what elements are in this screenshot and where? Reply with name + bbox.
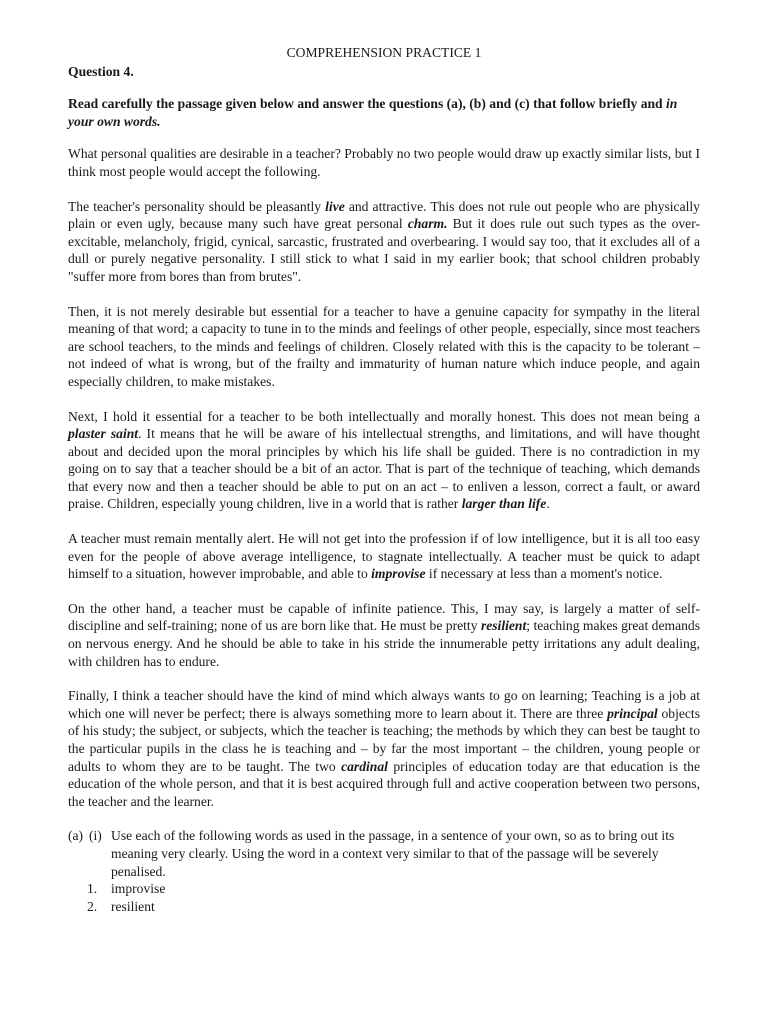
paragraph-text: On the other hand, a teacher must be capable of infinite patience. This, I may say, is largely a matter of self-discipline and self-training; none of us are born like that. He must be pretty: [68, 600, 700, 634]
list-item: [68, 898, 700, 916]
paragraph-text: if necessary at less than a moment's notice.: [425, 566, 663, 582]
paragraph-text: . It means that he will be aware of his intellectual strengths, and limitations, and will have thought about and decided upon the moral principles by which his life shall be guided. There is no contradiction in my going on to say that a teacher should be a bit of an actor. That is part of the technique of teaching, which demands that every now and then a teacher should be able to put on an act – to enliven a lesson, correct a fault, or award praise. Children, especially young children, live in a world that is rather: [68, 426, 700, 512]
passage-paragraph-6: [68, 600, 700, 670]
question-number: Question 4.: [68, 63, 134, 79]
list-word: improvise: [111, 881, 166, 897]
passage-paragraph-3: [68, 303, 700, 391]
list-item: [68, 880, 700, 898]
passage-paragraph-5: [68, 530, 700, 583]
paragraph-text: .: [546, 496, 550, 512]
paragraph-text: A teacher must remain mentally alert. He will not get into the profession if of low intelligence, but it is all too easy even for the people of above average intelligence, to stagnate intellectually. A teacher must be quick to adapt himself to a situation, however improbable, and able to: [68, 531, 700, 582]
passage-paragraph-4: [68, 408, 700, 514]
question-label-a: (a): [68, 828, 84, 844]
paragraph-text: Next, I hold it essential for a teacher to be both intellectually and morally honest. This does not mean being a: [68, 408, 700, 424]
paragraph-text: But it does rule out such types as the over-excitable, melancholy, frigid, cynical, sarcastic, frustrated and overbearing. I would say too, that it excludes all of a dull or purely negative personality. I still stick to what I said in my earlier book; that school children probably "suffer more from bores than from brutes".: [68, 216, 700, 284]
paragraph-text: Then, it is not merely desirable but essential for a teacher to have a genuine capacity for sympathy in the literal meaning of that word; a capacity to tune in to the minds and feelings of other people, especially, since most teachers are school teachers, to the minds and feelings of children. Closely related with this is the capacity to be tolerant – not indeed of what is wrong, but of the frailty and immaturity of human nature which induce people, and again especially children, to make mistakes.: [68, 303, 700, 389]
question-label-i: (i): [89, 828, 102, 844]
question-a-text: Use each of the following words as used in the passage, in a sentence of your own, so as to bring out its meaning very clearly. Using the word in a context very similar to that of the passage will be severely penalised.: [111, 828, 675, 879]
passage-paragraph-7: [68, 687, 700, 810]
paragraph-text: The teacher's personality should be pleasantly: [68, 198, 326, 214]
instruction-emphasis: in your own words.: [68, 96, 678, 129]
instruction: [68, 95, 700, 130]
keyword-live: live: [325, 198, 345, 214]
keyword-resilient: resilient: [480, 618, 527, 634]
list-number: 2.: [87, 898, 98, 914]
keyword-plaster-saint: plaster saint: [68, 426, 139, 442]
passage-paragraph-2: [68, 198, 700, 286]
instruction-text: Read carefully the passage given below and answer the questions (a), (b) and (c) that follow briefly and: [68, 96, 667, 112]
keyword-larger-than-life: larger than life: [461, 496, 547, 512]
list-number: 1.: [87, 881, 98, 897]
keyword-cardinal: cardinal: [341, 758, 388, 774]
paragraph-text: principles of education today are that education is the education of the whole person, and that it is best acquired through full and active cooperation between two persons, the teacher and the learner.: [68, 758, 700, 809]
keyword-principal: principal: [607, 705, 658, 721]
paragraph-text: What personal qualities are desirable in a teacher? Probably no two people would draw up exactly similar lists, but I think most people would accept the following.: [68, 146, 700, 179]
keyword-charm: charm.: [407, 216, 448, 232]
paragraph-text: Finally, I think a teacher should have the kind of mind which always wants to go on learning; Teaching is a job at which one will never be perfect; there is always something more to learn about it. There are three: [68, 688, 700, 721]
question-a-block: [68, 827, 700, 915]
paragraph-text: objects of his study; the subject, or subjects, which the teacher is teaching; the methods by which they can best be taught to the particular pupils in the class he is teaching and – by far the most important – the children, young people or adults to whom they are to be taught. The two: [68, 705, 700, 774]
passage-paragraph-1: [68, 145, 700, 180]
paragraph-text: ; teaching makes great demands on nervous energy. And he should be able to take in his stride the innumerable petty irritations any adult dealing, with children has to endure.: [68, 618, 700, 669]
list-word: resilient: [111, 898, 155, 914]
paragraph-text: and attractive. This does not rule out people who are physically plain or even ugly, because many such have great personal: [68, 198, 700, 232]
page-title: COMPREHENSION PRACTICE 1: [286, 45, 482, 60]
document-page: [68, 44, 700, 915]
word-list: [68, 880, 700, 915]
keyword-improvise: improvise: [371, 566, 426, 582]
